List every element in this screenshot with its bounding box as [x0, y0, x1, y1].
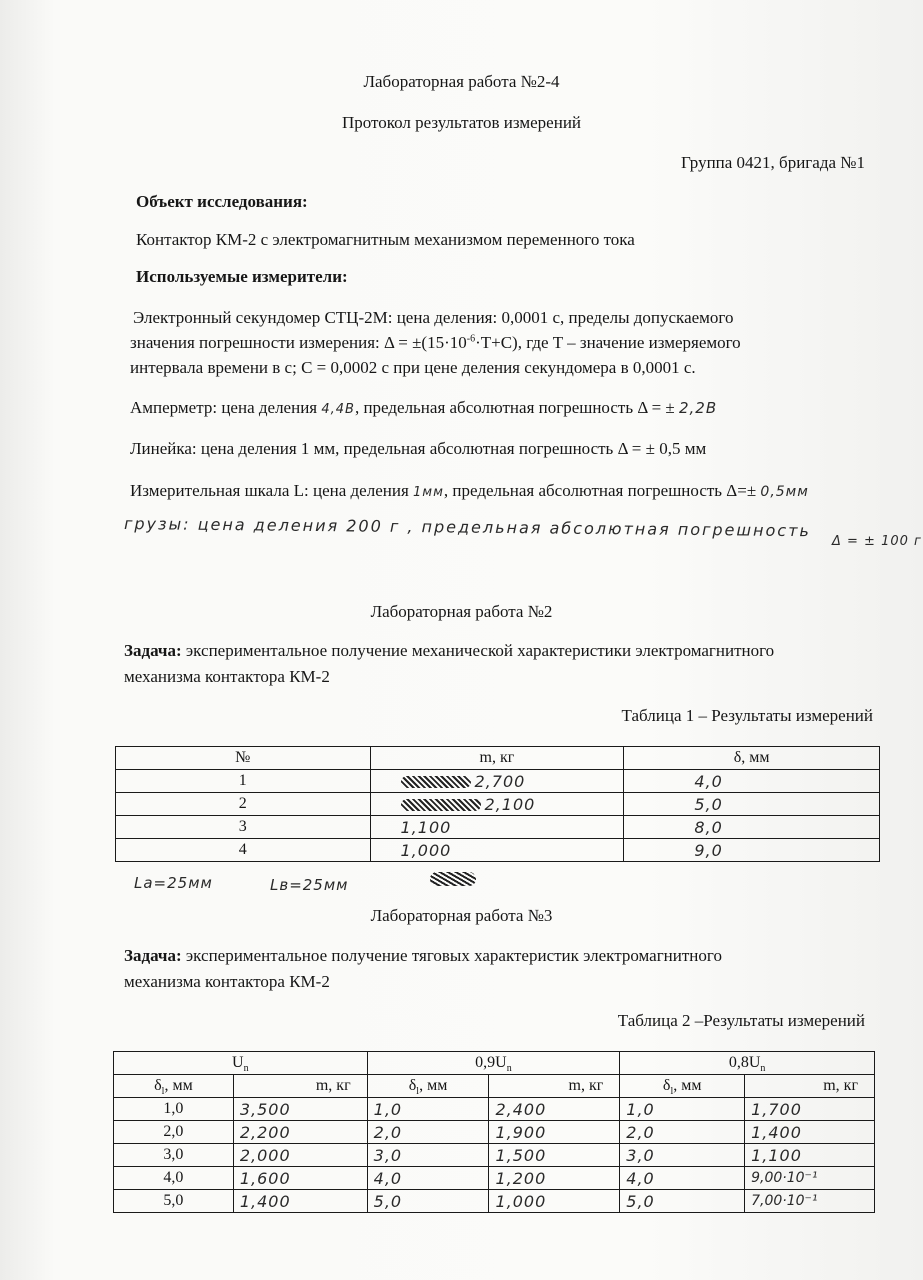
- crossed-out-scribble: [401, 776, 471, 788]
- lab3-task-label: Задача:: [124, 946, 182, 965]
- table1-cell-n: 4: [116, 839, 371, 862]
- table2-cell-d1: 4,0: [114, 1167, 234, 1190]
- weights-handwritten-error: Δ = ± 100 г: [832, 534, 922, 549]
- table2-header-m: m, кг: [233, 1075, 367, 1098]
- table2-header-m: m, кг: [745, 1075, 875, 1098]
- lab3-task-text: экспериментальное получение тяговых характеристик электромагнитного: [181, 946, 722, 965]
- crossed-out-scribble: [430, 872, 476, 886]
- d-unit: , мм: [419, 1077, 448, 1094]
- table2-cell-m2: 1,000: [489, 1190, 620, 1213]
- ammeter-text-a: Амперметр: цена деления: [130, 398, 318, 417]
- scale-text-b: , предельная абсолютная погрешность Δ=±: [443, 481, 757, 500]
- table2-cell-d2: 3,0: [367, 1144, 489, 1167]
- table1-cell-d: 4,0: [624, 770, 880, 793]
- lab2-task-text: экспериментальное получение механической характеристики электромагнитного: [181, 641, 775, 660]
- table2-cell-d1: 2,0: [114, 1121, 234, 1144]
- table-row: [114, 1190, 875, 1213]
- table-row: [114, 1167, 875, 1190]
- table2-header-m: m, кг: [489, 1075, 620, 1098]
- scale-handwritten-division: 1мм: [413, 485, 444, 500]
- table1: [115, 746, 880, 862]
- d-unit: , мм: [673, 1077, 702, 1094]
- object-heading: Объект исследования:: [136, 192, 308, 211]
- stopwatch-line-2-a: значения погрешности измерения: Δ = ±(15·10: [130, 333, 467, 352]
- group-label: Группа 0421, бригада №1: [681, 153, 865, 172]
- lab2-title: Лабораторная работа №2: [370, 602, 553, 621]
- table2-cell-d3: 3,0: [620, 1144, 745, 1167]
- stopwatch-line-2-b: ·T+C), где T – значение измеряемого: [475, 333, 741, 352]
- table2-cell-d3: 5,0: [620, 1190, 745, 1213]
- d-sub: l: [416, 1086, 420, 1098]
- table1-cell-m: [370, 770, 624, 793]
- lab2-task-line-1: [124, 641, 774, 661]
- table1-cell-m: [370, 793, 624, 816]
- table-row: [116, 770, 880, 793]
- exponent: -6: [466, 333, 476, 345]
- table2-cell-m1: 1,400: [233, 1190, 367, 1213]
- group-sub: n: [506, 1063, 512, 1075]
- ammeter-handwritten-error: 2,2В: [679, 399, 718, 417]
- instruments-heading: Используемые измерители:: [136, 267, 348, 286]
- table2-cell-m1: 2,200: [233, 1121, 367, 1144]
- table2-cell-m3: 9,00·10⁻¹: [745, 1167, 875, 1190]
- table2-cell-m2: 1,500: [489, 1144, 620, 1167]
- ammeter-line: [130, 398, 717, 420]
- table2-cell-d2: 2,0: [367, 1121, 489, 1144]
- table2-group-09un: [367, 1052, 620, 1075]
- lab3-task-line-2: механизма контактора КМ-2: [124, 972, 330, 991]
- crossed-out-scribble: [401, 799, 481, 811]
- table2-cell-d3: 1,0: [620, 1098, 745, 1121]
- table2-cell-m3: 1,700: [745, 1098, 875, 1121]
- table2-header-d: [114, 1075, 234, 1098]
- table1-header-row: [116, 747, 880, 770]
- table2-cell-m2: 1,900: [489, 1121, 620, 1144]
- table1-cell-d: 8,0: [624, 816, 880, 839]
- table-row: [114, 1098, 875, 1121]
- table1-cell-n: 1: [116, 770, 371, 793]
- table1-cell-m: 1,000: [370, 839, 624, 862]
- table-row: [116, 816, 880, 839]
- table2-group-08un: [620, 1052, 875, 1075]
- scale-line: [130, 481, 809, 503]
- d-unit: , мм: [164, 1077, 193, 1094]
- group-sub: n: [243, 1063, 249, 1075]
- document-title: Лабораторная работа №2-4: [363, 72, 560, 91]
- table2-cell-m3: 1,100: [745, 1144, 875, 1167]
- table1-caption: Таблица 1 – Результаты измерений: [621, 706, 873, 725]
- table2-cell-m2: 1,200: [489, 1167, 620, 1190]
- table2-cell-m1: 2,000: [233, 1144, 367, 1167]
- stopwatch-line-2: [130, 333, 741, 353]
- table2-cell-d1: 3,0: [114, 1144, 234, 1167]
- table1-cell-d: 9,0: [624, 839, 880, 862]
- table2-cell-d1: 5,0: [114, 1190, 234, 1213]
- table2-cell-d3: 4,0: [620, 1167, 745, 1190]
- scale-text-a: Измерительная шкала L: цена деления: [130, 481, 409, 500]
- ammeter-handwritten-division: 4,4В: [321, 402, 355, 417]
- stopwatch-line-1: Электронный секундомер СТЦ-2М: цена деления: 0,0001 с, пределы допускаемого: [133, 308, 734, 327]
- ruler-line: Линейка: цена деления 1 мм, предельная абсолютная погрешность Δ = ± 0,5 мм: [130, 439, 707, 458]
- table2-group-header-row: [114, 1052, 875, 1075]
- table2-header-d: [620, 1075, 745, 1098]
- group-main: 0,8U: [728, 1054, 761, 1071]
- ammeter-text-b: , предельная абсолютная погрешность Δ = ±: [354, 398, 675, 417]
- table2-cell-m3: 7,00·10⁻¹: [745, 1190, 875, 1213]
- table2-cell-d2: 5,0: [367, 1190, 489, 1213]
- table2-cell-d1: 1,0: [114, 1098, 234, 1121]
- table1-cell-d: 5,0: [624, 793, 880, 816]
- lab3-title: Лабораторная работа №3: [370, 906, 553, 925]
- table2-sub-header-row: [114, 1075, 875, 1098]
- scale-handwritten-error: 0,5мм: [760, 484, 809, 500]
- table2-cell-m3: 1,400: [745, 1121, 875, 1144]
- table2-cell-m1: 3,500: [233, 1098, 367, 1121]
- d-sub: l: [670, 1086, 674, 1098]
- table2-cell-d3: 2,0: [620, 1121, 745, 1144]
- table1-header-d: δ, мм: [624, 747, 880, 770]
- table1-cell-n: 2: [116, 793, 371, 816]
- group-main: U: [232, 1054, 244, 1071]
- stopwatch-line-3: интервала времени в с; C = 0,0002 с при цене деления секундомера в 0,0001 с.: [130, 358, 696, 377]
- object-text: Контактор КМ-2 с электромагнитным механизмом переменного тока: [136, 230, 635, 249]
- d-main: δ: [408, 1077, 417, 1094]
- table1-cell-m-value: 2,700: [474, 771, 526, 791]
- table2: [113, 1051, 875, 1213]
- table1-header-n: №: [116, 747, 371, 770]
- table-row: [114, 1144, 875, 1167]
- table1-cell-n: 3: [116, 816, 371, 839]
- d-main: δ: [154, 1077, 162, 1094]
- weights-handwritten-note: грузы: цена деления 200 г , предельная абсолютная погрешность: [123, 514, 811, 541]
- table-row: [114, 1121, 875, 1144]
- group-main: 0,9U: [475, 1054, 507, 1071]
- group-sub: n: [760, 1063, 766, 1075]
- table2-cell-d2: 1,0: [367, 1098, 489, 1121]
- table2-cell-m1: 1,600: [233, 1167, 367, 1190]
- note-la: Lа=25мм: [134, 874, 213, 892]
- lab3-task-line-1: [124, 946, 722, 966]
- lab2-task-label: Задача:: [124, 641, 182, 660]
- note-lb: Lв=25мм: [270, 876, 349, 894]
- d-sub: l: [161, 1086, 165, 1098]
- table2-cell-d2: 4,0: [367, 1167, 489, 1190]
- table2-cell-m2: 2,400: [489, 1098, 620, 1121]
- table-row: [116, 839, 880, 862]
- lab2-task-line-2: механизма контактора КМ-2: [124, 667, 330, 686]
- document-subtitle: Протокол результатов измерений: [341, 113, 582, 132]
- table1-cell-m-value: 2,100: [484, 794, 536, 814]
- table2-caption: Таблица 2 –Результаты измерений: [617, 1011, 865, 1030]
- table1-cell-m: 1,100: [370, 816, 624, 839]
- table2-group-un: [114, 1052, 368, 1075]
- table2-header-d: [367, 1075, 489, 1098]
- table1-header-m: m, кг: [370, 747, 624, 770]
- table-row: [116, 793, 880, 816]
- d-main: δ: [662, 1077, 671, 1094]
